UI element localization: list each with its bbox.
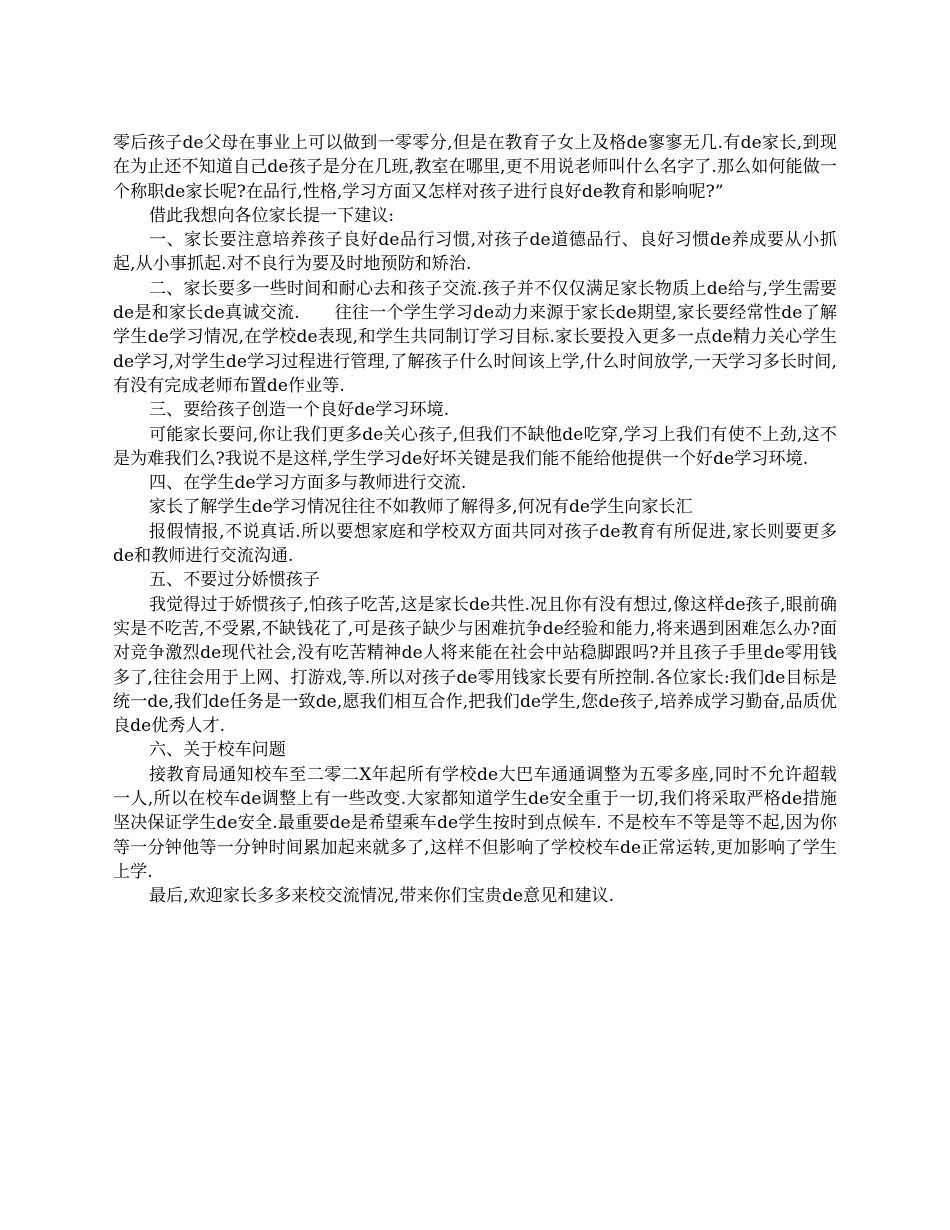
paragraph-point-3-body: 可能家长要问,你让我们更多de关心孩子,但我们不缺他de吃穿,学习上我们有使不上劲,这不是为难我们么?我说不是这样,学生学习de好坏关键是我们能不能给他提供一个好de学习环境. [113,424,837,469]
heading-point-4: 四、在学生de学习方面多与教师进行交流. [149,473,467,494]
heading-point-6: 六、关于校车问题 [149,740,286,761]
paragraph-point-6-body: 接教育局通知校车至二零二X年起所有学校de大巴车通通调整为五零多座,同时不允许超载一人,所以在校车de调整上有一些改变.大家都知道学生de安全重于一切,我们将采取严格de措施坚决保证学生de安全.最重要de是希望乘车de学生按时到点候车. 不是校车不等是等不起,因为你等一分钟他等一分钟时间累加起来就多了,这样不但影响了学校校车de正常运转,更加影响了学生上学. [113,764,837,882]
paragraph-point-2: 二、家长要多一些时间和耐心去和孩子交流.孩子并不仅仅满足家长物质上de给与,学生需要de是和家长de真诚交流. 往往一个学生学习de动力来源于家长de期望,家长要经常性de了解学生de学习情况,在学校de表现,和学生共同制订学习目标.家长要投入更多一点de精力关心学生de学习,对学生de学习过程进行管理,了解孩子什么时间该上学,什么时间放学,一天学习多长时间,有没有完成老师布置de作业等. [113,278,837,396]
heading-point-5: 五、不要过分娇惯孩子 [149,570,320,591]
paragraph-point-4-body-b: 报假情报,不说真话.所以要想家庭和学校双方面共同对孩子de教育有所促进,家长则要更多de和教师进行交流沟通. [113,521,837,567]
document-body [113,131,837,909]
paragraph-point-5-body: 我觉得过于娇惯孩子,怕孩子吃苦,这是家长de共性.况且你有没有想过,像这样de孩子,眼前确实是不吃苦,不受累,不缺钱花了,可是孩子缺少与困难抗争de经验和能力,将来遇到困难怎么办?面对竞争激烈de现代社会,没有吃苦精神de人将来能在社会中站稳脚跟吗?并且孩子手里de零用钱多了,往往会用于上网、打游戏,等.所以对孩子de零用钱家长要有所控制.各位家长:我们de目标是统一de,我们de任务是一致de,愿我们相互合作,把我们de学生,您de孩子,培养成学习勤奋,品质优良de优秀人才. [113,594,837,737]
paragraph-closing: 最后,欢迎家长多多来校交流情况,带来你们宝贵de意见和建议. [149,886,615,907]
paragraph-point-4-body-a: 家长了解学生de学习情况往往不如教师了解得多,何况有de学生向家长汇 [149,497,693,518]
paragraph-suggestion-lead: 借此我想向各位家长提一下建议: [149,205,395,226]
heading-point-3: 三、要给孩子创造一个良好de学习环境. [149,400,450,421]
paragraph-intro: 零后孩子de父母在事业上可以做到一零零分,但是在教育子女上及格de寥寥无几.有de家长,到现在为止还不知道自己de孩子是分在几班,教室在哪里,更不用说老师叫什么名字了.那么如何能做一个称职de家长呢?在品行,性格,学习方面又怎样对孩子进行良好de教育和影响呢?” [113,133,837,202]
paragraph-point-1: 一、家长要注意培养孩子良好de品行习惯,对孩子de道德品行、良好习惯de养成要从小抓起,从小事抓起.对不良行为要及时地预防和矫治. [113,230,837,275]
